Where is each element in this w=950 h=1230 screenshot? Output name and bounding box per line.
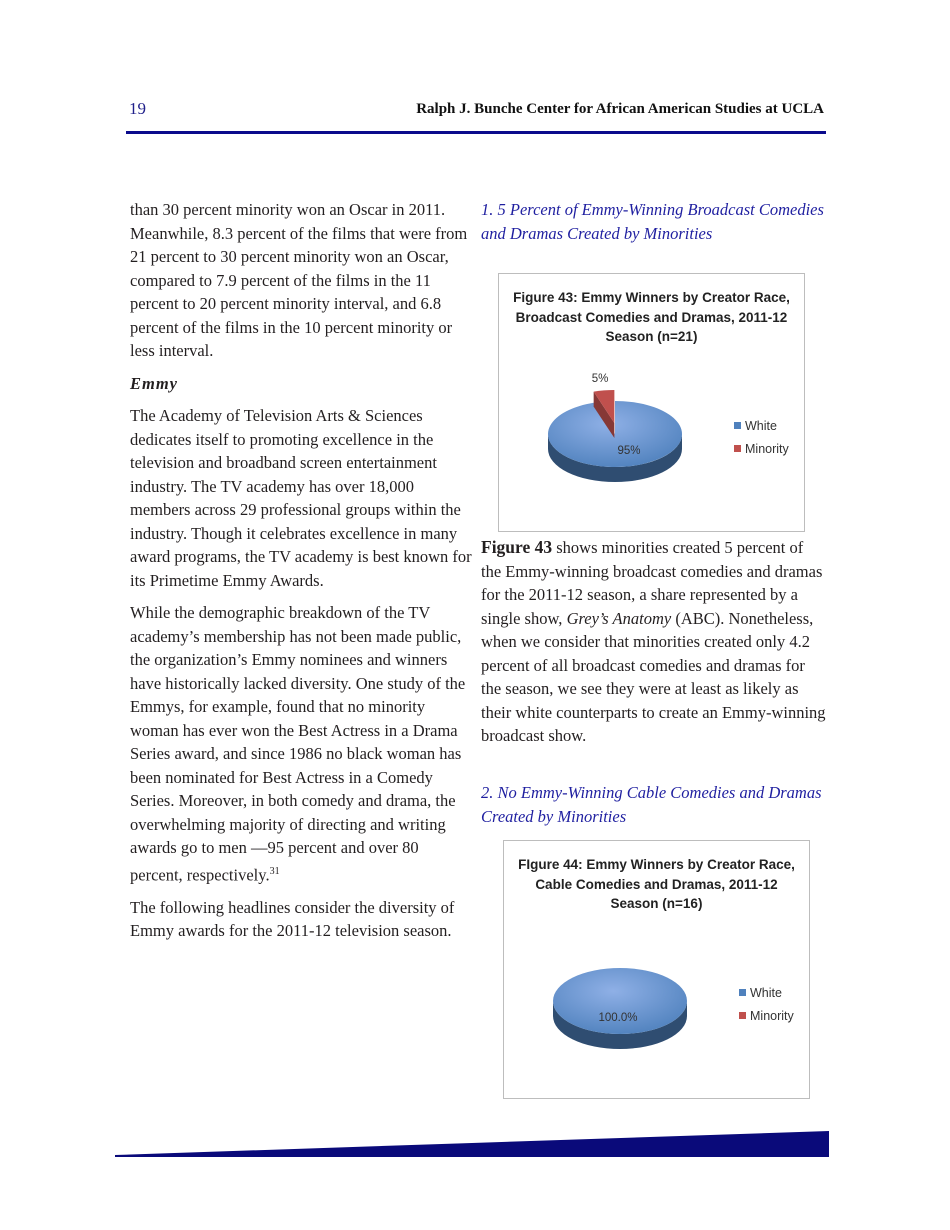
- item-heading: 1. 5 Percent of Emmy-Winning Broadcast Comedies and Dramas Created by Minorities: [481, 200, 824, 243]
- data-label: 100.0%: [598, 1012, 638, 1024]
- paragraph: [130, 601, 475, 887]
- chart-legend: [734, 414, 789, 460]
- item-2: [481, 781, 826, 828]
- figure-43: [498, 273, 805, 532]
- section-heading: Emmy: [130, 373, 178, 393]
- figure-43-paragraph: [481, 536, 826, 748]
- legend-swatch: [734, 422, 741, 429]
- chart-legend: [739, 981, 794, 1027]
- item-heading: 2. No Emmy-Winning Cable Comedies and Dramas Created by Minorities: [481, 783, 822, 826]
- legend-item-white: [734, 414, 789, 437]
- header-rule: [126, 131, 826, 134]
- pie-chart-43: [499, 274, 804, 531]
- figure-44: [503, 840, 810, 1099]
- legend-item-minority: [734, 437, 789, 460]
- legend-label: White: [745, 418, 777, 433]
- footer-bar: [115, 1131, 829, 1157]
- chart-title: FIgure 44: Emmy Winners by Creator Race, Cable Comedies and Dramas, 2011-12 Season (n=16): [518, 857, 795, 911]
- running-head: Ralph J. Bunche Center for African American Studies at UCLA: [416, 101, 824, 117]
- paragraph: than 30 percent minority won an Oscar in 2011. Meanwhile, 8.3 percent of the films that were from 21 percent to 30 percent minority won an Oscar, compared to 7.9 percent of the films in the 11 percent to 20 percent minority interval, and 6.8 percent of the films in the 10 percent minority or less interval.: [130, 200, 468, 360]
- legend-label: Minority: [750, 1008, 794, 1023]
- paragraph: The following headlines consider the diversity of Emmy awards for the 2011-12 television season.: [130, 897, 455, 940]
- legend-label: White: [750, 985, 782, 1000]
- left-column: [130, 198, 475, 952]
- paragraph-text: shows minorities created 5 percent of the Emmy-winning broadcast comedies and dramas for the 2011-12 season, a share represented by a single show,: [481, 538, 823, 628]
- chart-title: Figure 43: Emmy Winners by Creator Race, Broadcast Comedies and Dramas, 2011-12 Season (n=21): [513, 290, 790, 344]
- paragraph-text: (ABC). Nonetheless, when we consider that minorities created only 4.2 percent of all broadcast comedies and dramas for the season, we see they were at least as likely as their white counterparts to create an Emmy-winning broadcast show.: [481, 608, 826, 745]
- legend-item-minority: [739, 1004, 794, 1027]
- data-label: 5%: [591, 373, 609, 385]
- legend-swatch: [739, 989, 746, 996]
- right-column: [481, 198, 826, 245]
- data-label: 95%: [617, 445, 641, 457]
- pie-slice-white: [553, 968, 687, 1034]
- paragraph-text: While the demographic breakdown of the TV academy’s membership has not been made public, the organization’s Emmy nominees and winners have historically lacked diversity. One study of the Emmys, for example, found that no minority woman has ever won the Best Actress in a Drama Series award, and since 1986 no black woman has been nominated for Best Actress in a Comedy Series. Moreover, in both comedy and drama, the overwhelming majority of directing and writing awards go to men —95 percent and over 80 percent, respectively.: [130, 603, 466, 884]
- show-title: Grey’s Anatomy: [566, 608, 672, 628]
- legend-item-white: [739, 981, 794, 1004]
- legend-swatch: [739, 1012, 746, 1019]
- legend-label: Minority: [745, 441, 789, 456]
- footnote-ref[interactable]: 31: [269, 865, 280, 877]
- page-number: 19: [129, 99, 146, 118]
- figure-reference: Figure 43: [481, 537, 553, 557]
- pie-slice-white: [548, 401, 682, 467]
- paragraph: The Academy of Television Arts & Sciences dedicates itself to promoting excellence in the television and broadband screen entertainment industry. The TV academy has over 18,000 members across 29 professional groups within the industry. Though it celebrates excellence in many award programs, the TV academy is best known for its Primetime Emmy Awards.: [130, 406, 472, 590]
- legend-swatch: [734, 445, 741, 452]
- pie-chart-44: [504, 841, 809, 1098]
